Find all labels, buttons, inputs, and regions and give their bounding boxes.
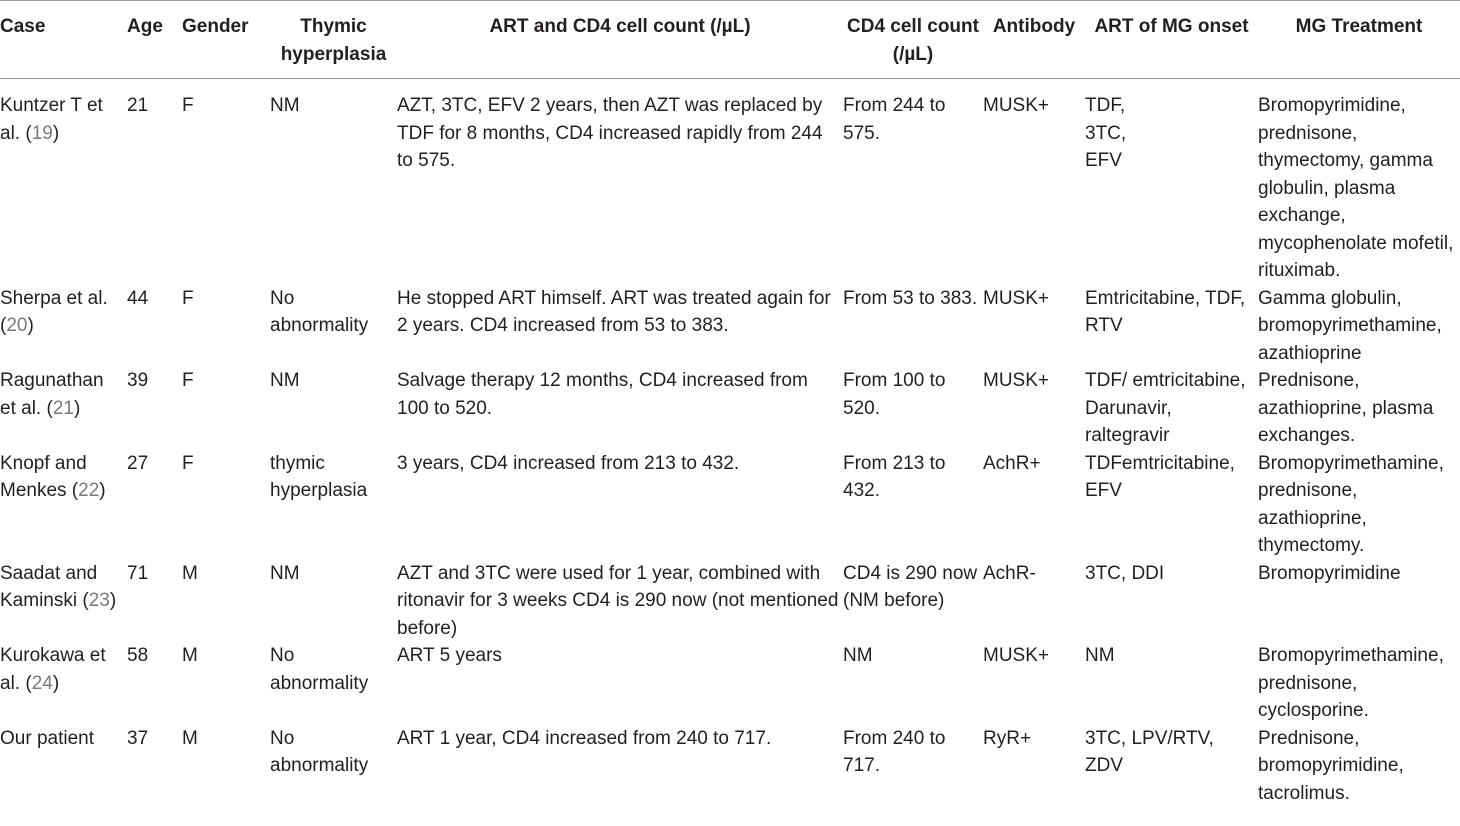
cell-art-cd4: ART 5 years (397, 645, 502, 666)
header-art-cd4: ART and CD4 cell count (/µL) (489, 16, 751, 37)
cell-case (0, 560, 127, 643)
cell-antibody: AchR+ (983, 452, 1041, 474)
cell-gender: M (182, 562, 198, 584)
cell-case (0, 79, 127, 285)
cell-cd4: From 213 to 432. (843, 452, 946, 501)
cell-art-cd4: AZT and 3TC were used for 1 year, combined with ritonavir for 3 weeks CD4 is 290 now (not mentioned before) (397, 562, 839, 639)
cell-cd4: NM (843, 645, 873, 666)
cell-cd4: From 53 to 383. (843, 287, 978, 309)
cell-cd4: From 100 to 520. (843, 370, 946, 419)
cell-antibody: AchR- (983, 562, 1036, 584)
cell-thymic: thymic hyperplasia (270, 452, 368, 501)
cell-art-onset: Emtricitabine, TDF, RTV (1085, 287, 1246, 336)
cell-art-onset: 3TC, LPV/RTV, ZDV (1085, 727, 1214, 776)
cell-gender: M (182, 727, 198, 749)
header-age: Age (127, 16, 163, 37)
cell-cd4: CD4 is 290 now (NM before) (843, 562, 978, 611)
case-text: Sherpa et al. ( (0, 287, 108, 336)
cell-thymic: No abnormality (270, 287, 369, 336)
case-text: Knopf and Menkes ( (0, 452, 87, 501)
reference-link[interactable]: 23 (88, 590, 110, 611)
cell-cd4: From 240 to 717. (843, 727, 946, 776)
reference-link[interactable]: 21 (52, 397, 74, 419)
table-body (0, 79, 1460, 808)
case-text-end: ) (52, 122, 60, 144)
cell-thymic: NM (270, 562, 300, 584)
cell-mg-treatment: Bromopyrimidine (1258, 562, 1401, 584)
case-text-end: ) (52, 672, 60, 694)
table-row (0, 642, 1460, 725)
case-text-end: ) (27, 315, 34, 336)
table-row (0, 367, 1460, 450)
reference-link[interactable]: 19 (31, 122, 53, 144)
case-text-end: ) (73, 397, 81, 419)
cell-cd4: From 244 to 575. (843, 95, 946, 144)
cell-gender: F (182, 370, 194, 391)
cell-thymic: No abnormality (270, 727, 369, 776)
cell-art-onset: TDF, 3TC, EFV (1085, 95, 1127, 171)
table-row (0, 725, 1460, 808)
table-row (0, 450, 1460, 560)
case-text-end: ) (99, 480, 106, 501)
case-text-end: ) (109, 590, 117, 611)
header-art-onset: ART of MG onset (1094, 16, 1249, 37)
cell-art-cd4: Salvage therapy 12 months, CD4 increased from 100 to 520. (397, 370, 808, 419)
cell-art-cd4: 3 years, CD4 increased from 213 to 432. (397, 452, 740, 474)
cell-art-onset: TDFemtricitabine, EFV (1085, 452, 1235, 501)
header-antibody: Antibody (992, 16, 1076, 37)
header-case: Case (0, 16, 46, 37)
cell-case (0, 285, 127, 368)
header-row (0, 1, 1460, 79)
cell-age: 39 (127, 370, 149, 391)
cell-art-onset: NM (1085, 645, 1115, 666)
cell-mg-treatment: Prednisone, azathioprine, plasma exchanges. (1258, 370, 1434, 446)
cell-thymic: No abnormality (270, 645, 369, 694)
table-header (0, 1, 1460, 79)
cell-thymic: NM (270, 95, 300, 116)
cell-art-onset: TDF/ emtricitabine, Darunavir, raltegravir (1085, 370, 1246, 446)
cell-antibody: MUSK+ (983, 645, 1049, 666)
cell-art-cd4: ART 1 year, CD4 increased from 240 to 717. (397, 727, 772, 749)
cell-age: 71 (127, 562, 149, 584)
reference-link[interactable]: 22 (78, 480, 100, 501)
cell-art-onset: 3TC, DDI (1085, 562, 1165, 584)
header-mg-treatment: MG Treatment (1295, 16, 1423, 37)
cell-case (0, 725, 127, 808)
cell-mg-treatment: Bromopyrimethamine, prednisone, cyclosporine. (1258, 645, 1444, 721)
cell-gender: F (182, 452, 194, 474)
cell-antibody: MUSK+ (983, 287, 1049, 309)
cell-antibody: RyR+ (983, 727, 1032, 749)
header-thymic-hyperplasia: Thymic hyperplasia (280, 16, 387, 65)
case-text: Kurokawa et al. ( (0, 645, 106, 694)
cell-mg-treatment: Bromopyrimethamine, prednisone, azathioprine, thymectomy. (1258, 452, 1444, 556)
cell-antibody: MUSK+ (983, 370, 1049, 391)
cell-antibody: MUSK+ (983, 95, 1049, 116)
cell-art-cd4: He stopped ART himself. ART was treated again for 2 years. CD4 increased from 53 to 383. (397, 287, 831, 336)
reference-link[interactable]: 24 (31, 672, 53, 694)
cell-mg-treatment: Prednisone, bromopyrimidine, tacrolimus. (1258, 727, 1404, 804)
cell-thymic: NM (270, 370, 300, 391)
header-cd4-count: CD4 cell count (/µL) (847, 16, 979, 65)
case-text: Saadat and Kaminski ( (0, 562, 98, 611)
cell-mg-treatment: Gamma globulin, bromopyrimethamine, azathioprine (1258, 287, 1442, 364)
cell-case (0, 450, 127, 560)
case-text: Ragunathan et al. ( (0, 370, 104, 419)
cell-mg-treatment: Bromopyrimidine, prednisone, thymectomy, gamma globulin, plasma exchange, mycophenolate mofetil, rituximab. (1258, 95, 1454, 281)
case-text: Our patient (0, 727, 94, 749)
cell-age: 37 (127, 727, 149, 749)
table-row (0, 79, 1460, 285)
cell-age: 21 (127, 95, 149, 116)
cell-case (0, 367, 127, 450)
cell-age: 58 (127, 645, 149, 666)
table-row (0, 560, 1460, 643)
reference-link[interactable]: 20 (6, 315, 28, 336)
cell-gender: F (182, 287, 194, 309)
cell-age: 44 (127, 287, 149, 309)
cell-gender: F (182, 95, 194, 116)
case-text: Kuntzer T et al. ( (0, 95, 103, 144)
table-row (0, 285, 1460, 368)
header-gender: Gender (182, 16, 249, 37)
cell-age: 27 (127, 452, 149, 474)
cell-gender: M (182, 645, 198, 666)
cell-case (0, 642, 127, 725)
cell-art-cd4: AZT, 3TC, EFV 2 years, then AZT was replaced by TDF for 8 months, CD4 increased rapidly from 244 to 575. (397, 95, 823, 171)
